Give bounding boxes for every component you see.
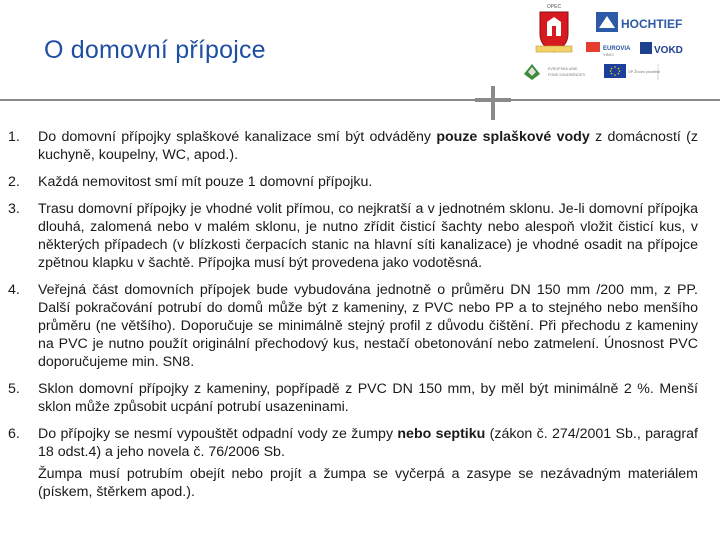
item-number: 3. <box>8 201 20 217</box>
item-subparagraph: Žumpa musí potrubím obejít nebo projít a žumpa se vyčerpá a zasype se nezávadným materiálem (pískem, štěrkem apod.). <box>38 466 698 500</box>
item-text: Trasu domovní přípojky je vhodné volit přímou, co nejkratší a v jednotném sklonu. Je-li domovní přípojka dlouhá, zalomená nebo v malém sklonu, je nutno zřídit čisticí šachty nebo alespoň vložit čisticí kus, v některých případech (v blízkosti čerpacích stanic na hlavní síti kanalizace) je vhodné osadit na přípojce zpětnou klapku v šachtě. Přípojka musí být provedena jako vodotěsná. <box>38 201 698 271</box>
list-item <box>8 425 698 461</box>
item-text: Sklon domovní přípojky z kameniny, popřípadě z PVC DN 150 mm, by měl být minimálně 2 %. Menší sklon může způsobit ucpání potrubí usazeninami. <box>38 381 698 415</box>
eurovia-sub-label: VINCI <box>603 52 614 57</box>
item-text: Každá nemovitost smí mít pouze 1 domovní přípojku. <box>38 174 373 190</box>
hochtief-label: HOCHTIEF <box>621 17 683 31</box>
partner-logos <box>0 0 720 100</box>
eu-union-label: EVROPSKÁ UNIE <box>548 67 578 71</box>
item-number: 4. <box>8 282 20 298</box>
divider-cross-horizontal <box>475 98 511 102</box>
list-item <box>8 380 698 416</box>
list-item <box>8 128 698 164</box>
coat-of-arms-logo <box>536 4 572 52</box>
item-text-bold: nebo septiku <box>397 426 486 442</box>
item-text-part: Do přípojky se nesmí vypouštět odpadní vody ze žumpy <box>38 426 398 442</box>
item-text <box>38 425 698 461</box>
op-environment-logo <box>524 64 540 80</box>
list-item <box>8 173 698 191</box>
item-number: 5. <box>8 381 20 397</box>
item-text-bold: pouze splaškové vody <box>436 129 590 145</box>
item-text-rest: (zákon č. 274/2001 Sb., paragraf 18 odst.4) a jeho novela č. 76/2006 Sb. <box>38 426 698 460</box>
coat-of-arms-label: OPEC <box>546 4 562 10</box>
header-divider <box>0 99 720 101</box>
item-number: 6. <box>8 426 20 442</box>
item-text-rest: z domácností (z kuchyně, koupelny, WC, apod.). <box>38 129 698 163</box>
eurovia-logo <box>586 42 631 57</box>
op-programme-text <box>628 64 660 80</box>
list-item <box>8 281 698 371</box>
list-item <box>8 200 698 272</box>
rules-list <box>8 128 698 501</box>
divider-cross-vertical <box>491 86 495 120</box>
item-number: 2. <box>8 174 20 190</box>
eu-funds-text <box>548 67 585 77</box>
hochtief-logo <box>596 12 682 32</box>
page-title: O domovní přípojce <box>44 36 266 64</box>
item-text <box>38 128 698 164</box>
item-text-part: Do domovní přípojky splaškové kanalizace smí být odváděny <box>38 129 437 145</box>
item-text: Veřejná část domovních přípojek bude vybudována jednotně o průměru DN 150 mm /200 mm, z PP. Další pokračování potrubí do domů může být z kameniny, z PVC nebo PP a to stejného nebo menšího průměru (ne většího). Doporučuje se minimálně stejný profil z důvodu čištění. Při přechodu z kameniny na PVC je nutno použít originální přechodový kus, nestačí obetonování nebo zatmelení. Únosnost PVC doporučujeme min. SN8. <box>38 282 698 370</box>
op-programme-label: OP Životní prostředí <box>628 70 661 74</box>
item-number: 1. <box>8 129 20 145</box>
eu-fund-label: FOND SOUDRŽNOSTI <box>548 73 586 77</box>
eurovia-label: EUROVIA <box>603 46 631 52</box>
vokd-label: VOKD <box>654 45 683 56</box>
eu-flag-icon <box>604 64 626 78</box>
vokd-logo <box>640 42 683 56</box>
